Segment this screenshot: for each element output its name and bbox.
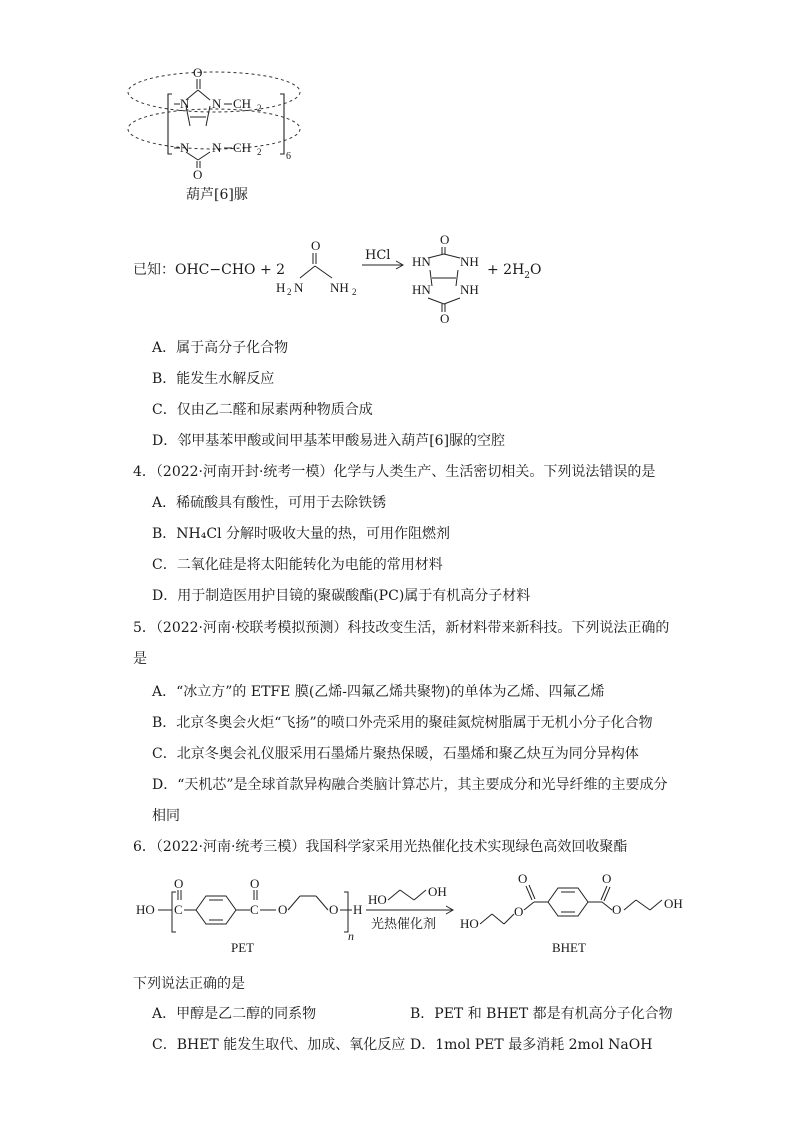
q5-option-b[interactable]: B．北京冬奥会火炬“飞扬”的喷口外壳采用的聚硅氮烷树脂属于无机小分子化合物 xyxy=(152,715,653,731)
pet-n: n xyxy=(348,929,354,943)
svg-text:OH: OH xyxy=(428,884,447,899)
svg-text:N: N xyxy=(294,280,304,295)
svg-text:2: 2 xyxy=(352,287,357,297)
q6-question: 下列说法正确的是 xyxy=(133,976,245,992)
cucurbituril-structure xyxy=(128,62,308,182)
pet-recycling-scheme xyxy=(130,866,690,962)
q5-stem: 5．（2022·河南·校联考模拟预测）科技改变生活，新材料带来新科技。下列说法正确的 xyxy=(133,620,670,636)
glycoluril-nh: NH xyxy=(460,254,479,269)
svg-text:HO: HO xyxy=(460,916,479,931)
svg-text:O: O xyxy=(278,902,288,917)
q6-option-c[interactable]: C．BHET 能发生取代、加成、氧化反应 xyxy=(152,1037,406,1053)
reaction-prefix: 已知：OHC−CHO + 2 xyxy=(133,262,286,278)
figure-caption: 葫芦[6]脲 xyxy=(186,187,248,203)
svg-text:O: O xyxy=(174,876,184,891)
bhet-label: BHET xyxy=(552,940,586,955)
q5-option-d-cont: 相同 xyxy=(152,808,180,824)
atom-o-top: O xyxy=(193,65,203,80)
svg-text:O: O xyxy=(602,871,612,886)
q3-option-c[interactable]: C．仅由乙二醛和尿素两种物质合成 xyxy=(152,402,373,418)
sub-2: 2 xyxy=(257,147,262,157)
q6-option-b[interactable]: B．PET 和 BHET 都是有机高分子化合物 xyxy=(410,1006,673,1022)
catalyst-label: 光热催化剂 xyxy=(371,916,437,931)
glycoluril-hn: HN xyxy=(412,282,431,297)
left-bracket xyxy=(168,94,172,154)
q4-option-b[interactable]: B．NH₄Cl 分解时吸收大量的热，可用作阻燃剂 xyxy=(152,526,450,542)
q5-option-a[interactable]: A．“冰立方”的 ETFE 膜(乙烯-四氟乙烯共聚物)的单体为乙烯、四氟乙烯 xyxy=(152,684,605,700)
reaction-arrow xyxy=(362,260,406,270)
svg-text:O: O xyxy=(250,876,260,891)
q4-option-a[interactable]: A．稀硫酸具有酸性，可用于去除铁锈 xyxy=(152,495,387,511)
reaction-byproduct: + $2H_2O$ xyxy=(487,262,542,281)
urea-o: O xyxy=(311,238,321,253)
sub-6: 6 xyxy=(286,151,291,162)
glycoluril-structure xyxy=(408,232,488,324)
q3-option-d[interactable]: D．邻甲基苯甲酸或间甲基苯甲酸易进入葫芦[6]脲的空腔 xyxy=(152,433,506,449)
reaction-condition: HCl xyxy=(365,248,391,263)
q3-option-b[interactable]: B．能发生水解反应 xyxy=(152,371,275,387)
svg-text:OH: OH xyxy=(664,896,683,911)
q4-option-d[interactable]: D．用于制造医用护目镜的聚碳酸酯(PC)属于有机高分子材料 xyxy=(152,588,531,604)
atom-n: N xyxy=(180,140,190,155)
pet-label: PET xyxy=(231,940,255,955)
q6-option-d[interactable]: D．1mol PET 最多消耗 2mol NaOH xyxy=(410,1037,653,1053)
q4-option-c[interactable]: C．二氧化硅是将太阳能转化为电能的常用材料 xyxy=(152,557,443,573)
pet-ho: HO xyxy=(136,902,155,917)
pet-h: H xyxy=(353,902,363,917)
q5-stem-cont: 是 xyxy=(133,651,147,667)
atom-n: N xyxy=(212,140,222,155)
q6-option-a[interactable]: A．甲醇是乙二醇的同系物 xyxy=(152,1006,317,1022)
urea-structure xyxy=(270,236,370,300)
atom-o-bottom: O xyxy=(193,167,203,182)
q5-option-c[interactable]: C．北京冬奥会礼仪服采用石墨烯片聚热保暖，石墨烯和聚乙炔互为同分异构体 xyxy=(152,746,639,762)
q3-option-a[interactable]: A．属于高分子化合物 xyxy=(152,340,289,356)
q5-option-d[interactable]: D．“天机芯”是全球首款异构融合类脑计算芯片，其主要成分和光导纤维的主要成分 xyxy=(152,777,668,793)
urea-h2n: H xyxy=(276,280,286,295)
svg-text:2: 2 xyxy=(287,287,292,297)
q6-stem: 6．（2022·河南·统考三模）我国科学家采用光热催化技术实现绿色高效回收聚酯 xyxy=(133,839,628,855)
atom-n: N xyxy=(180,96,190,111)
right-bracket xyxy=(280,94,284,154)
glycoluril-hn: HN xyxy=(412,254,431,269)
svg-text:HO: HO xyxy=(368,892,387,907)
ch2-bottom: CH xyxy=(233,140,252,155)
glycoluril-nh: NH xyxy=(460,282,479,297)
q4-stem: 4．（2022·河南开封·统考一模）化学与人类生产、生活密切相关。下列说法错误的是 xyxy=(133,464,656,480)
svg-text:C: C xyxy=(250,902,259,917)
svg-text:O: O xyxy=(329,902,339,917)
svg-text:C: C xyxy=(174,902,183,917)
urea-nh2: NH xyxy=(330,280,349,295)
svg-text:O: O xyxy=(518,871,528,886)
atom-n: N xyxy=(212,96,222,111)
svg-text:O: O xyxy=(514,904,524,919)
svg-text:O: O xyxy=(612,902,622,917)
glycoluril-o-top: O xyxy=(440,232,450,247)
ch2-top: CH xyxy=(233,96,252,111)
glycoluril-o-bottom: O xyxy=(440,311,450,326)
sub-2: 2 xyxy=(257,103,262,113)
